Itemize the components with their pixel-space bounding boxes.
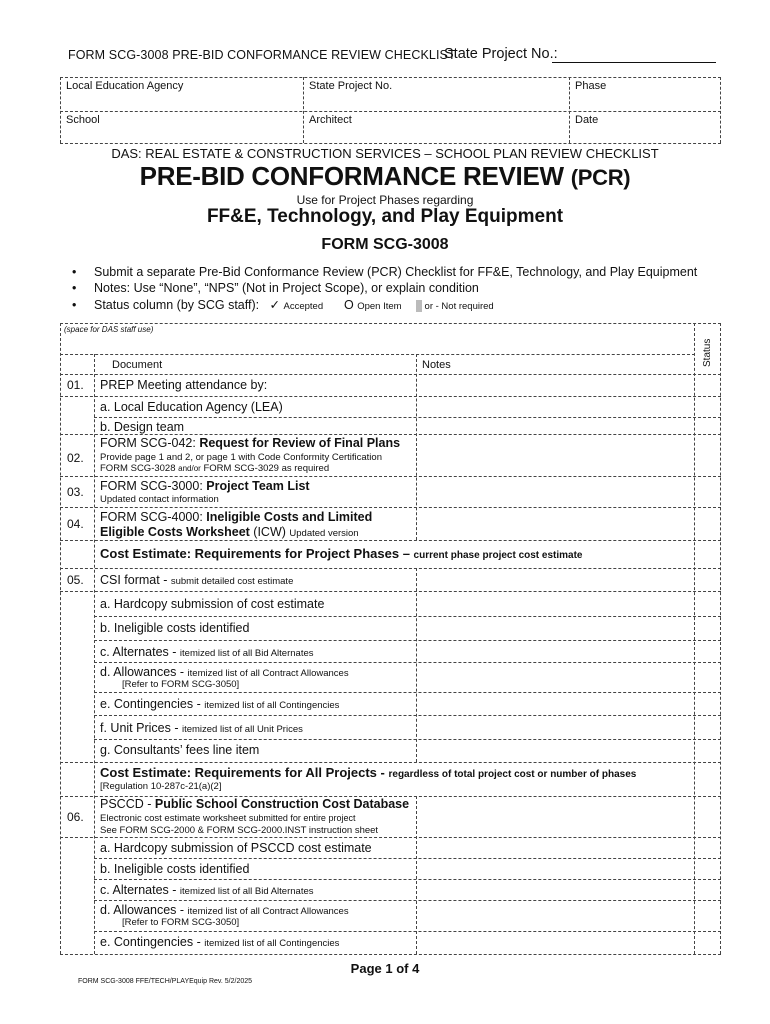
grid-line xyxy=(569,77,570,143)
table-line xyxy=(60,507,721,508)
table-row: FORM SCG-3000: Project Team List xyxy=(100,479,310,493)
row-subtext: [Refer to FORM SCG-3050] xyxy=(122,917,240,928)
table-row: f. Unit Prices - itemized list of all Unit Prices xyxy=(100,721,303,735)
grid-line xyxy=(60,111,721,112)
grid-line xyxy=(720,77,721,143)
row-subtext: FORM SCG-3028 and/or FORM SCG-3029 as required xyxy=(100,463,330,474)
open-circle-icon: O xyxy=(343,298,354,312)
check-icon: ✓ xyxy=(269,298,281,312)
state-project-field-label[interactable]: State Project No. xyxy=(309,80,393,92)
row-number: 06. xyxy=(67,810,84,824)
table-line xyxy=(94,879,721,880)
table-row: a. Local Education Agency (LEA) xyxy=(100,400,283,414)
architect-field-label[interactable]: Architect xyxy=(309,114,352,126)
table-line xyxy=(416,354,417,540)
use-for-text: Use for Project Phases regarding xyxy=(296,193,474,207)
table-line xyxy=(60,954,721,955)
table-line xyxy=(60,568,721,569)
table-line xyxy=(60,434,721,435)
table-row: a. Hardcopy submission of PSCCD cost estimate xyxy=(100,841,372,855)
notes-column-header: Notes xyxy=(422,359,451,371)
grid-line xyxy=(303,77,304,143)
row-subtext: [Regulation 10-287c-21(a)(2] xyxy=(100,781,222,792)
page-number: Page 1 of 4 xyxy=(350,961,420,976)
bullet-item: • Submit a separate Pre-Bid Conformance Review (PCR) Checklist for FF&E, Technology, and Play Equipment xyxy=(72,265,698,279)
table-row: b. Ineligible costs identified xyxy=(100,862,250,876)
table-line xyxy=(94,931,721,932)
table-row: PSCCD - Public School Construction Cost Database xyxy=(100,797,410,811)
staff-use-note: (space for DAS staff use) xyxy=(64,325,154,334)
table-line xyxy=(60,476,721,477)
row-subtext: Provide page 1 and 2, or page 1 with Code Conformity Certification xyxy=(100,452,382,463)
table-row: g. Consultants’ fees line item xyxy=(100,743,260,757)
table-row: a. Hardcopy submission of cost estimate xyxy=(100,597,325,611)
grid-line xyxy=(60,77,61,143)
table-line xyxy=(94,715,721,716)
state-project-field[interactable] xyxy=(552,62,716,63)
bullet-item: • Status column (by SCG staff): ✓ Accepted O Open Item or - Not required xyxy=(72,298,494,312)
row-number: 01. xyxy=(67,378,84,392)
section-heading: Cost Estimate: Requirements for All Projects - regardless of total project cost or number of phases xyxy=(100,765,637,780)
table-row: FORM SCG-042: Request for Review of Final Plans xyxy=(100,436,401,450)
table-line xyxy=(94,662,721,663)
table-row: b. Ineligible costs identified xyxy=(100,621,250,635)
grid-line xyxy=(60,143,721,144)
table-line xyxy=(60,374,721,375)
table-line xyxy=(94,858,721,859)
table-line xyxy=(60,837,721,838)
not-required-swatch-icon xyxy=(416,300,422,312)
main-title-text: PRE-BID CONFORMANCE REVIEW xyxy=(139,161,564,191)
phase-field-label[interactable]: Phase xyxy=(575,80,607,92)
date-field-label[interactable]: Date xyxy=(575,114,599,126)
table-line xyxy=(60,323,721,324)
table-line xyxy=(60,591,721,592)
row-number: 04. xyxy=(67,517,84,531)
main-title xyxy=(0,161,770,192)
table-line xyxy=(94,417,721,418)
row-number: 05. xyxy=(67,573,84,587)
status-column-header: Status xyxy=(702,338,713,367)
table-row: e. Contingencies - itemized list of all Contingencies xyxy=(100,935,340,949)
das-heading: DAS: REAL ESTATE & CONSTRUCTION SERVICES – SCHOOL PLAN REVIEW CHECKLIST xyxy=(111,146,659,161)
table-line xyxy=(60,540,721,541)
table-line xyxy=(94,692,721,693)
grid-line xyxy=(60,77,721,78)
row-subtext: Electronic cost estimate worksheet submitted for entire project xyxy=(100,813,356,824)
table-line xyxy=(60,762,721,763)
document-column-header: Document xyxy=(112,359,163,371)
row-subtext: [Refer to FORM SCG-3050] xyxy=(122,679,240,690)
table-line xyxy=(60,396,721,397)
lea-field-label[interactable]: Local Education Agency xyxy=(66,80,184,92)
subject-title: FF&E, Technology, and Play Equipment xyxy=(206,206,564,227)
table-line xyxy=(94,616,721,617)
table-row: d. Allowances - itemized list of all Contract Allowances xyxy=(100,903,349,917)
table-line xyxy=(60,354,695,355)
table-row: FORM SCG-4000: Ineligible Costs and Limited xyxy=(100,510,373,524)
table-line xyxy=(94,739,721,740)
table-row: Eligible Costs Worksheet (ICW) Updated version xyxy=(100,525,359,539)
table-line xyxy=(94,900,721,901)
main-title-abbr: (PCR) xyxy=(570,165,631,190)
bullet-item: • Notes: Use “None”, “NPS” (Not in Project Scope), or explain condition xyxy=(72,281,479,295)
school-field-label[interactable]: School xyxy=(66,114,100,126)
table-row: c. Alternates - itemized list of all Bid Alternates xyxy=(100,645,314,659)
form-title: FORM SCG-3008 PRE-BID CONFORMANCE REVIEW CHECKLIST xyxy=(68,48,456,62)
section-heading: Cost Estimate: Requirements for Project Phases – current phase project cost estimate xyxy=(100,546,583,561)
row-subtext: See FORM SCG-2000 & FORM SCG-2000.INST instruction sheet xyxy=(100,825,379,836)
revision-note: FORM SCG-3008 FFE/TECH/PLAYEquip Rev. 5/2/2025 xyxy=(78,978,253,985)
table-row: e. Contingencies - itemized list of all Contingencies xyxy=(100,697,340,711)
table-row: c. Alternates - itemized list of all Bid Alternates xyxy=(100,883,314,897)
row-number: 02. xyxy=(67,451,84,465)
table-row: CSI format - submit detailed cost estimate xyxy=(100,573,294,587)
table-line xyxy=(94,640,721,641)
table-line xyxy=(60,323,61,954)
row-subtext: Updated contact information xyxy=(100,494,219,505)
form-number: FORM SCG-3008 xyxy=(321,236,449,253)
table-row: d. Allowances - itemized list of all Contract Allowances xyxy=(100,665,349,679)
table-row: PREP Meeting attendance by: xyxy=(100,378,268,392)
state-project-label: State Project No.: xyxy=(444,46,558,62)
table-row: b. Design team xyxy=(100,420,185,434)
row-number: 03. xyxy=(67,485,84,499)
table-line xyxy=(94,354,95,954)
table-line xyxy=(416,568,417,762)
